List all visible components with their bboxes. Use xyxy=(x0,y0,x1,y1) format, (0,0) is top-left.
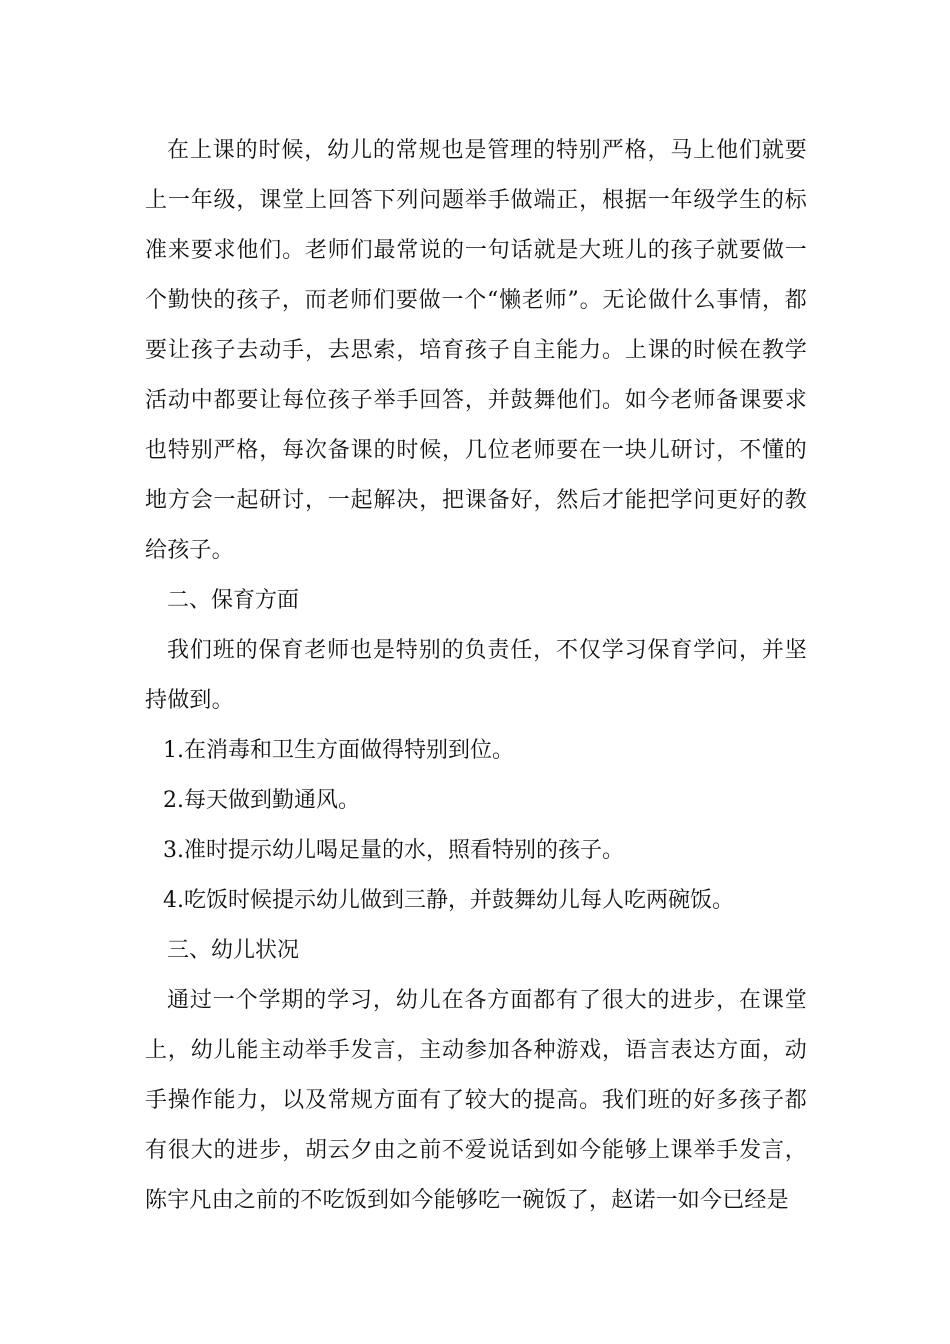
list-item: 1.在消毒和卫生方面做得特别到位。 xyxy=(163,738,514,763)
list-item: 2.每天做到勤通风。 xyxy=(163,788,360,813)
paragraph-classroom-routine: 在上课的时候，幼儿的常规也是管理的特别严格，马上他们就要上一年级，课堂上回答下列问题举手做端正，根据一年级学生的标准来要求他们。老师们最常说的一句话就是大班儿的孩子就要做一个勤快的孩子，而老师们要做一个“懒老师”。无论做什么事情，都要让孩子去动手，去思索，培育孩子自主能力。上课的时候在教学活动中都要让每位孩子举手回答，并鼓舞他们。如今老师备课要求也特别严格，每次备课的时候，几位老师要在一块儿研讨，不懂的地方会一起研讨，一起解决，把课备好，然后才能把学问更好的教给孩子。 xyxy=(145,138,807,563)
section-heading-childcare: 二、保育方面 xyxy=(167,588,300,613)
paragraph-childcare-teacher: 我们班的保育老师也是特别的负责任，不仅学习保育学问，并坚持做到。 xyxy=(145,638,807,713)
section-heading-children-status: 三、幼儿状况 xyxy=(167,938,300,963)
list-item: 4.吃饭时候提示幼儿做到三静，并鼓舞幼儿每人吃两碗饭。 xyxy=(163,888,734,913)
list-item: 3.准时提示幼儿喝足量的水，照看特别的孩子。 xyxy=(163,838,624,863)
paragraph-children-progress: 通过一个学期的学习，幼儿在各方面都有了很大的进步，在课堂上，幼儿能主动举手发言，主动参加各种游戏，语言表达方面，动手操作能力，以及常规方面有了较大的提高。我们班的好多孩子都有很大的进步，胡云夕由之前不爱说话到如今能够上课举手发言，陈宇凡由之前的不吃饭到如今能够吃一碗饭了，赵诺一如今已经是 xyxy=(145,988,807,1213)
document-body xyxy=(145,126,807,1226)
